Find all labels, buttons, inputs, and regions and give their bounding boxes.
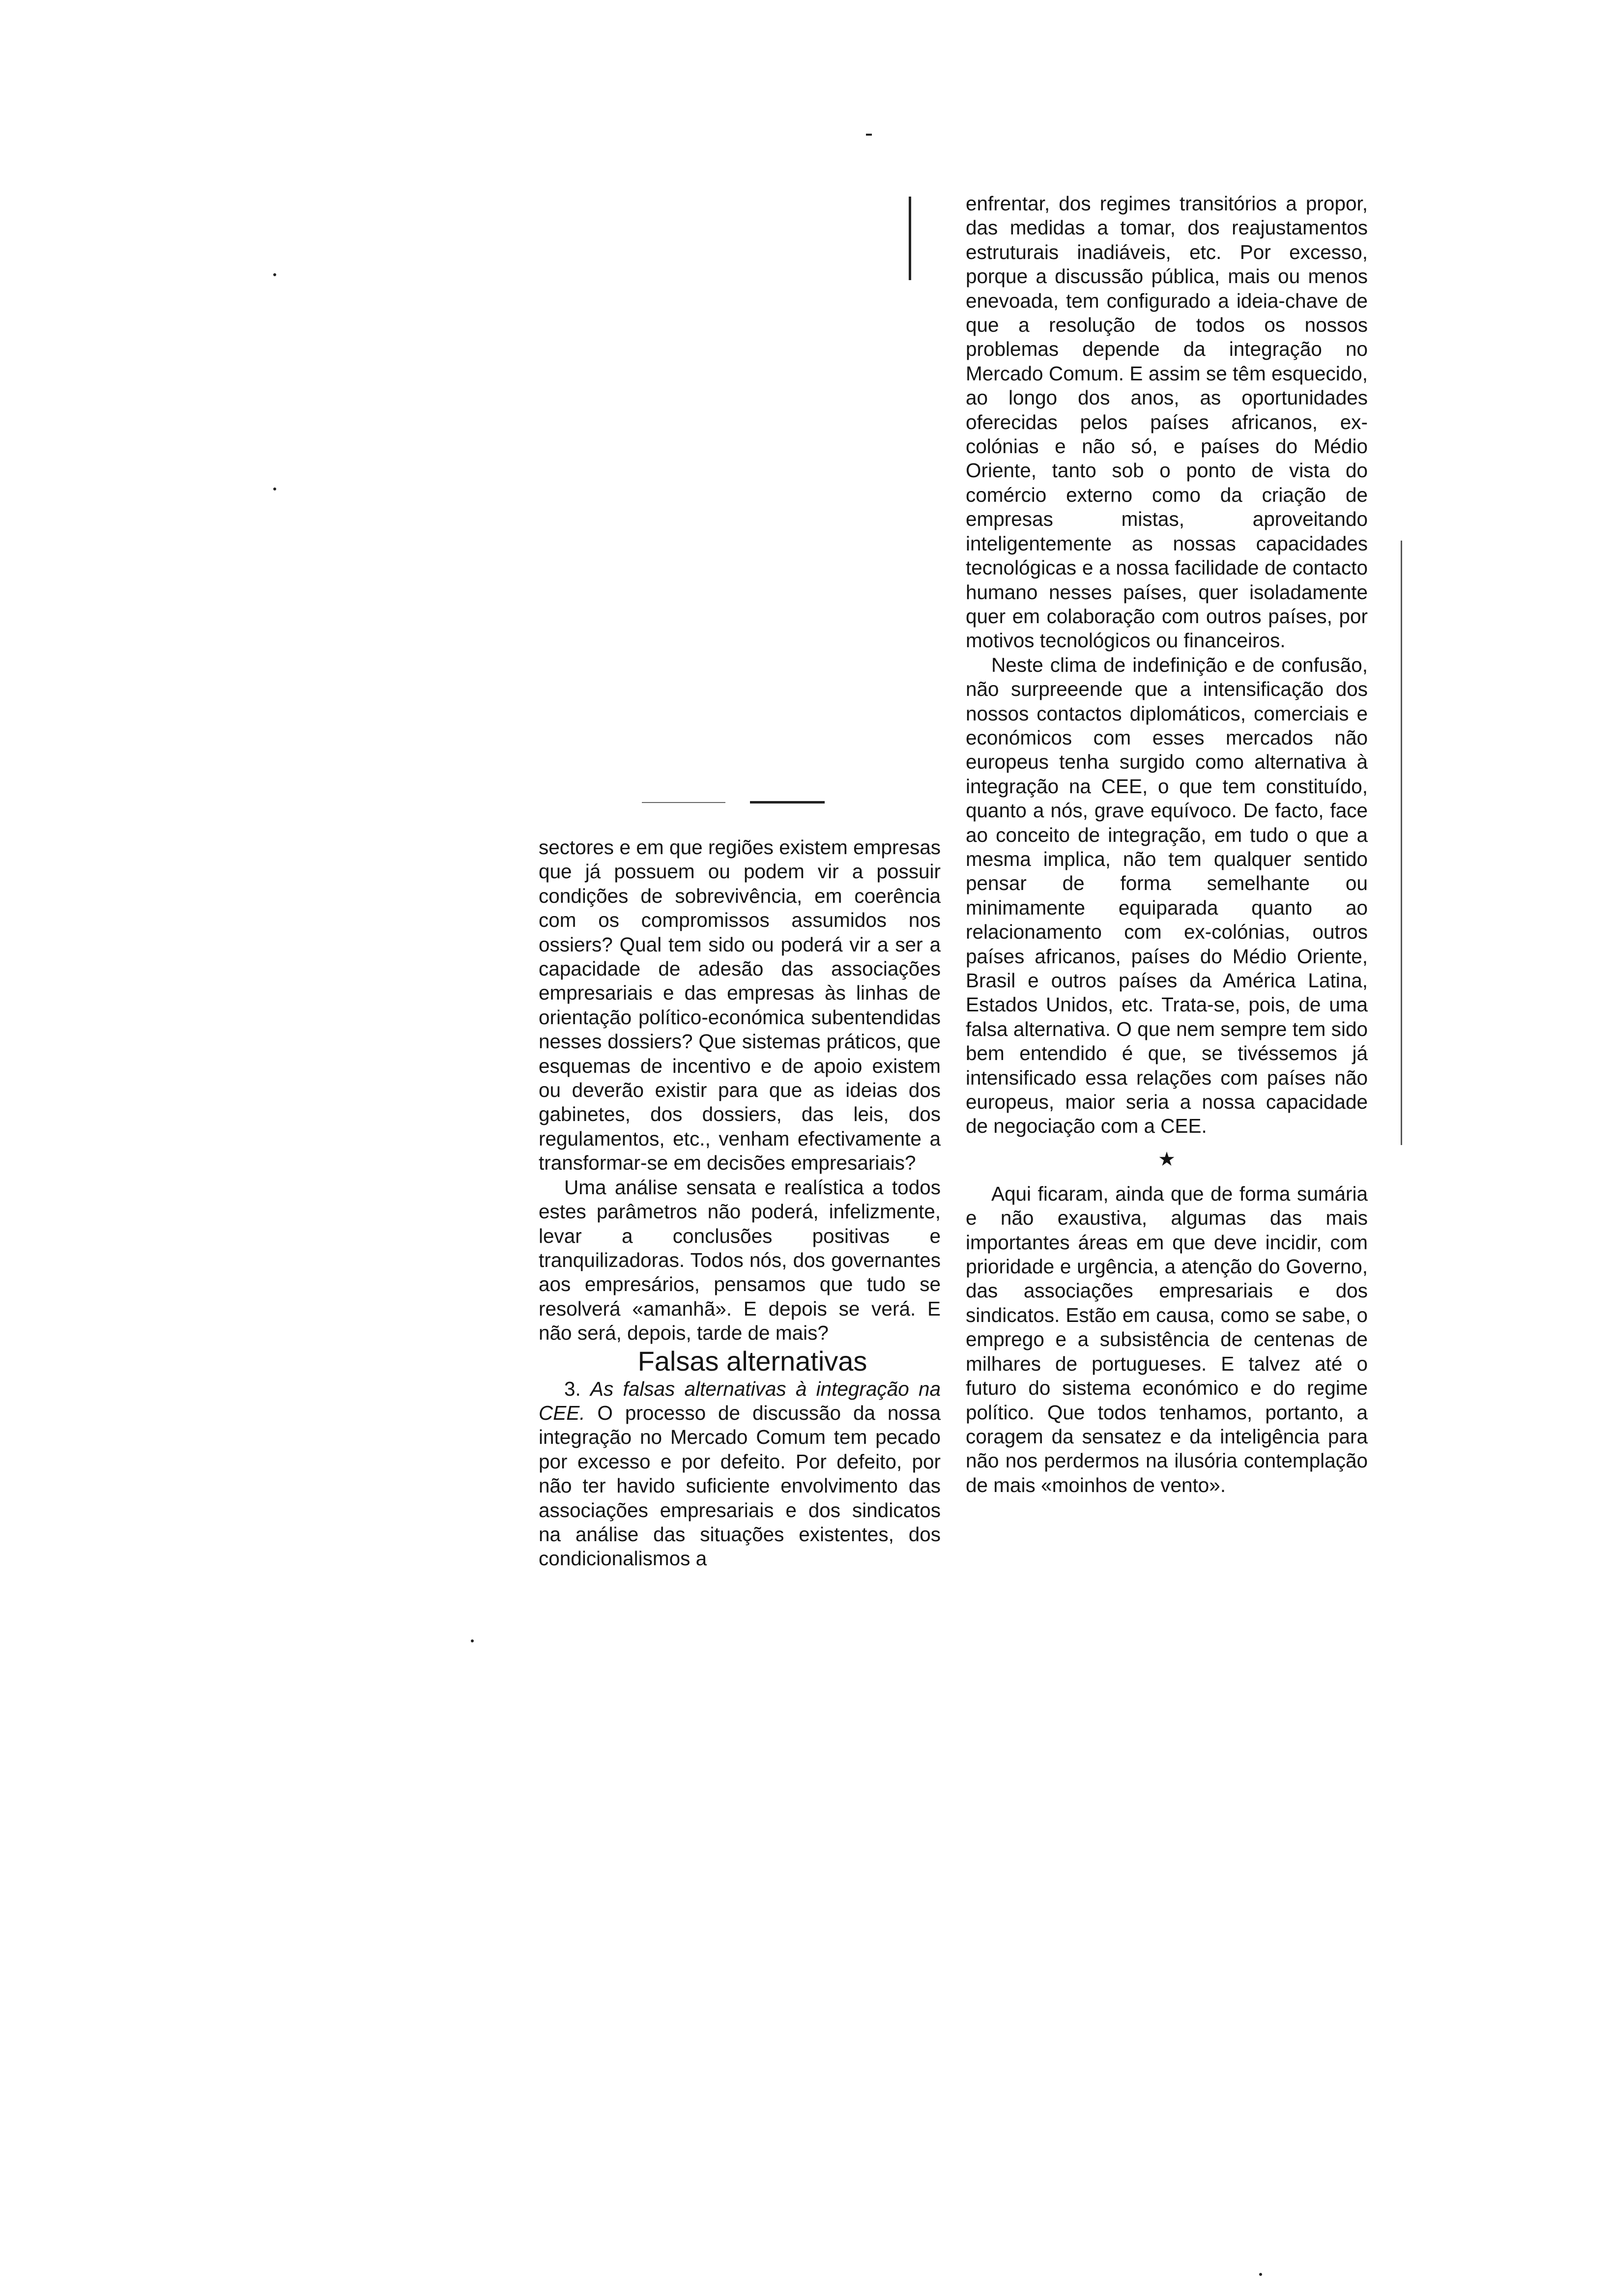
rule-dotted <box>642 802 725 803</box>
paragraph <box>539 1377 941 1571</box>
scan-mark-dash <box>866 134 872 136</box>
section-heading: Falsas alternativas <box>637 1345 867 1377</box>
paragraph: enfrentar, dos regimes transitórios a propor, das medidas a tomar, dos reajustamentos estruturais inadiáveis, etc. Por excesso, porque a discussão pública, mais ou menos enevoada, tem configurado a ideia-chave de que a resolução de todos os nossos problemas depende da integração no Mercado Comum. E assim se têm esquecido, ao longo dos anos, as oportunidades oferecidas pelos países africanos, ex-colónias e não só, e países do Médio Oriente, tanto sob o ponto de vista do comércio externo como da criação de empresas mistas, aproveitando inteligentemente as nossas capacidades tecnológicas e a nossa facilidade de contacto humano nesses países, quer isoladamente quer em colaboração com outros países, por motivos tecnológicos ou financeiros. <box>966 192 1368 652</box>
paragraph-number: 3. <box>564 1377 581 1400</box>
paragraph: Neste clima de indefinição e de confusão, não surpreeende que a intensificação dos nossos contactos diplomáticos, comerciais e económicos com esses mercados não europeus tenha surgido como alternativa à integração na CEE, o que tem constituído, quanto a nós, grave equívoco. De facto, face ao conceito de integração, em tudo o que a mesma implica, não tem qualquer sentido pensar de forma semelhante ou minimamente equiparada quanto ao relacionamento com ex-colónias, outros países africanos, países do Médio Oriente, Brasil e outros países da América Latina, Estados Unidos, etc. Trata-se, pois, de uma falsa alternativa. O que nem sempre tem sido bem entendido é que, se tivéssemos já intensificado essa relações com países não europeus, maior seria a nossa capacidade de negociação com a CEE. <box>966 653 1368 1138</box>
scan-mark-dot <box>1259 2273 1262 2276</box>
paragraph-text: O processo de discussão da nossa integração no Mercado Comum tem pecado por excesso e por defeito. Por defeito, por não ter havido suficiente envolvimento das associações empresariais e dos sindicatos na análise das situações existentes, dos condicionalismos a <box>539 1401 941 1570</box>
scan-mark-vertical-line <box>909 197 911 280</box>
paragraph: Aqui ficaram, ainda que de forma sumária e não exaustiva, algumas das mais importantes áreas em que deve incidir, com prioridade e urgência, a atenção do Governo, das associações empresariais e dos sindicatos. Estão em causa, como se sabe, o emprego e a subsistência de centenas de milhares de portugueses. E talvez até o futuro do sistema económico e do regime político. Que todos tenhamos, portanto, a coragem da sensatez e da inteligência para não nos perdermos na ilusória contemplação de mais «moinhos de vento». <box>966 1182 1368 1496</box>
scan-mark-dot <box>273 273 276 276</box>
paragraph: sectores e em que regiões existem empresas que já possuem ou podem vir a possuir condições de sobrevivência, em coerência com os compromissos assumidos nos ossiers? Qual tem sido ou poderá vir a ser a capacidade de adesão das associações empresariais e das empresas às linhas de orientação político-económica subentendidas nesses dossiers? Que sistemas práticos, que esquemas de incentivo e de apoio existem ou deverão existir para que as ideias dos gabinetes, dos dossiers, das leis, dos regulamentos, etc., venham efectivamente a transformar-se em decisões empresariais? <box>539 836 941 1175</box>
star-separator: ★ <box>1158 1148 1176 1170</box>
scan-mark-dot <box>471 1639 474 1642</box>
scan-mark-dot <box>273 488 276 490</box>
italic-lead: As falsas alternativas à integração na CEE. <box>539 1377 941 1424</box>
rule-solid <box>750 801 825 804</box>
right-column <box>966 192 1368 1497</box>
paragraph: Uma análise sensata e realística a todos estes parâmetros não poderá, infelizmente, levar a conclusões positivas e tranquilizadoras. Todos nós, dos governantes aos empresários, pensamos que tudo se resolverá «amanhã». E depois se verá. E não será, depois, tarde de mais? <box>539 1176 941 1345</box>
scan-mark-right-rule <box>1401 541 1402 1145</box>
left-column <box>539 835 941 1571</box>
